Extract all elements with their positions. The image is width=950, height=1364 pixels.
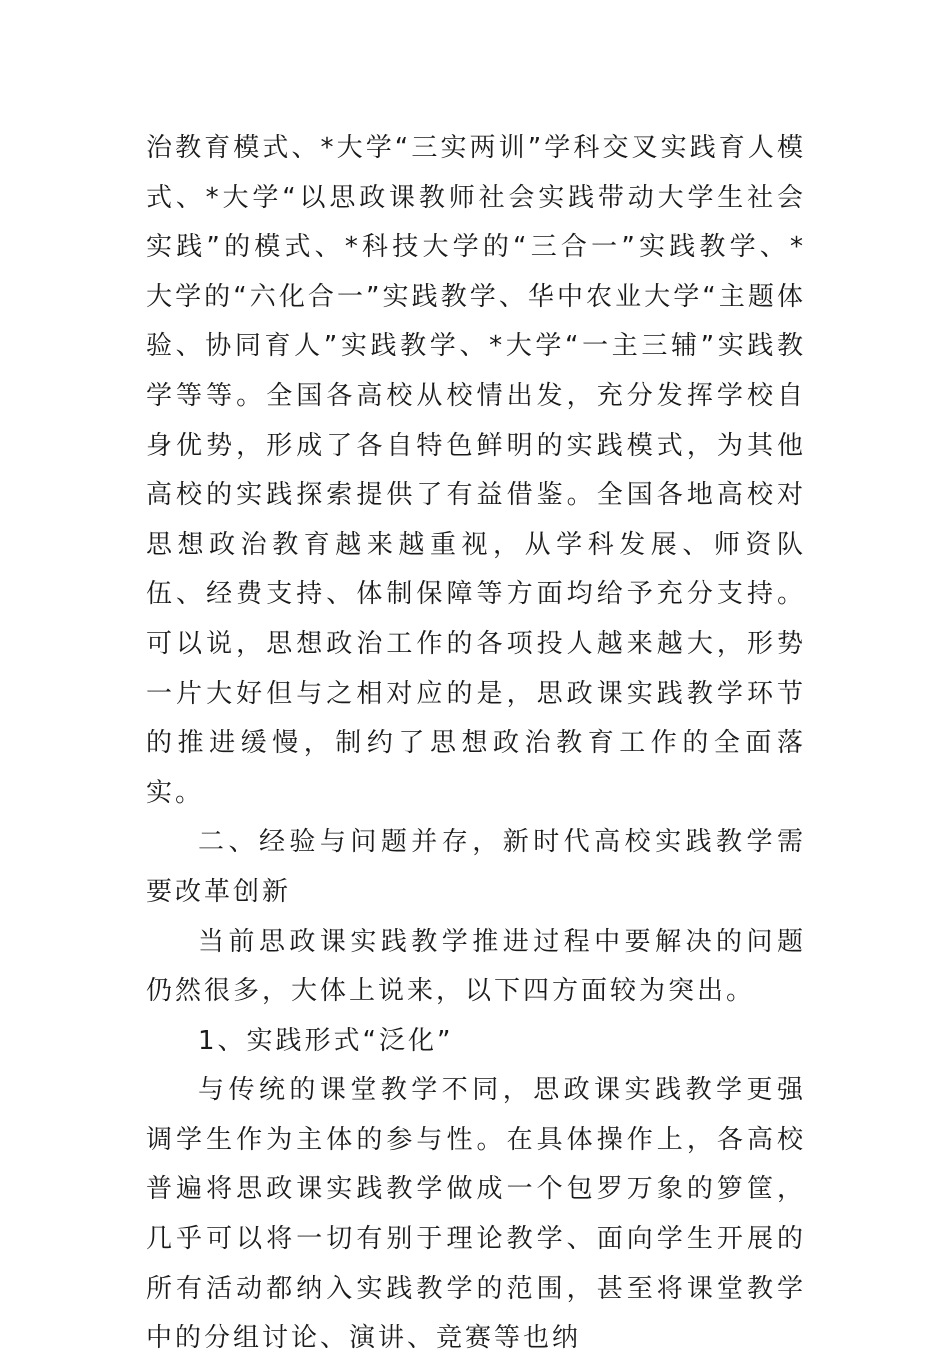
body-paragraph-continued: 治教育模式、*大学“三实两训”学科交叉实践育人模式、*大学“以思政课教师社会实践带动大学生社会实践”的模式、*科技大学的“三合一”实践教学、*大学的“六化合一”实践教学、华中农业大学“主题体验、协同育人”实践教学、*大学“一主三辅”实践教学等等。全国各高校从校情出发，充分发挥学校自身优势，形成了各自特色鲜明的实践模式，为其他高校的实践探索提供了有益借鉴。全国各地高校对思想政治教育越来越重视，从学科发展、师资队伍、经费支持、体制保障等方面均给予充分支持。可以说，思想政治工作的各项投人越来越大，形势一片大好但与之相对应的是，思政课实践教学环节的推进缓慢，制约了思想政治教育工作的全面落实。 xyxy=(146,133,806,808)
section-heading-2: 二、经验与问题并存，新时代高校实践教学需要改革创新 xyxy=(146,827,806,907)
subsection-heading-1: 1、实践形式“泛化” xyxy=(198,1025,454,1056)
body-paragraph-problems-intro: 当前思政课实践教学推进过程中要解决的问题仍然很多，大体上说来，以下四方面较为突出。 xyxy=(146,926,806,1007)
body-paragraph-practice-form: 与传统的课堂教学不同，思政课实践教学更强调学生作为主体的参与性。在具体操作上，各高校普遍将思政课实践教学做成一个包罗万象的箩筐，几乎可以将一切有别于理论教学、面向学生开展的所有活动都纳入实践教学的范围，甚至将课堂教学中的分组讨论、演讲、竞赛等也纳 xyxy=(146,1075,806,1354)
document-body xyxy=(146,124,806,1364)
